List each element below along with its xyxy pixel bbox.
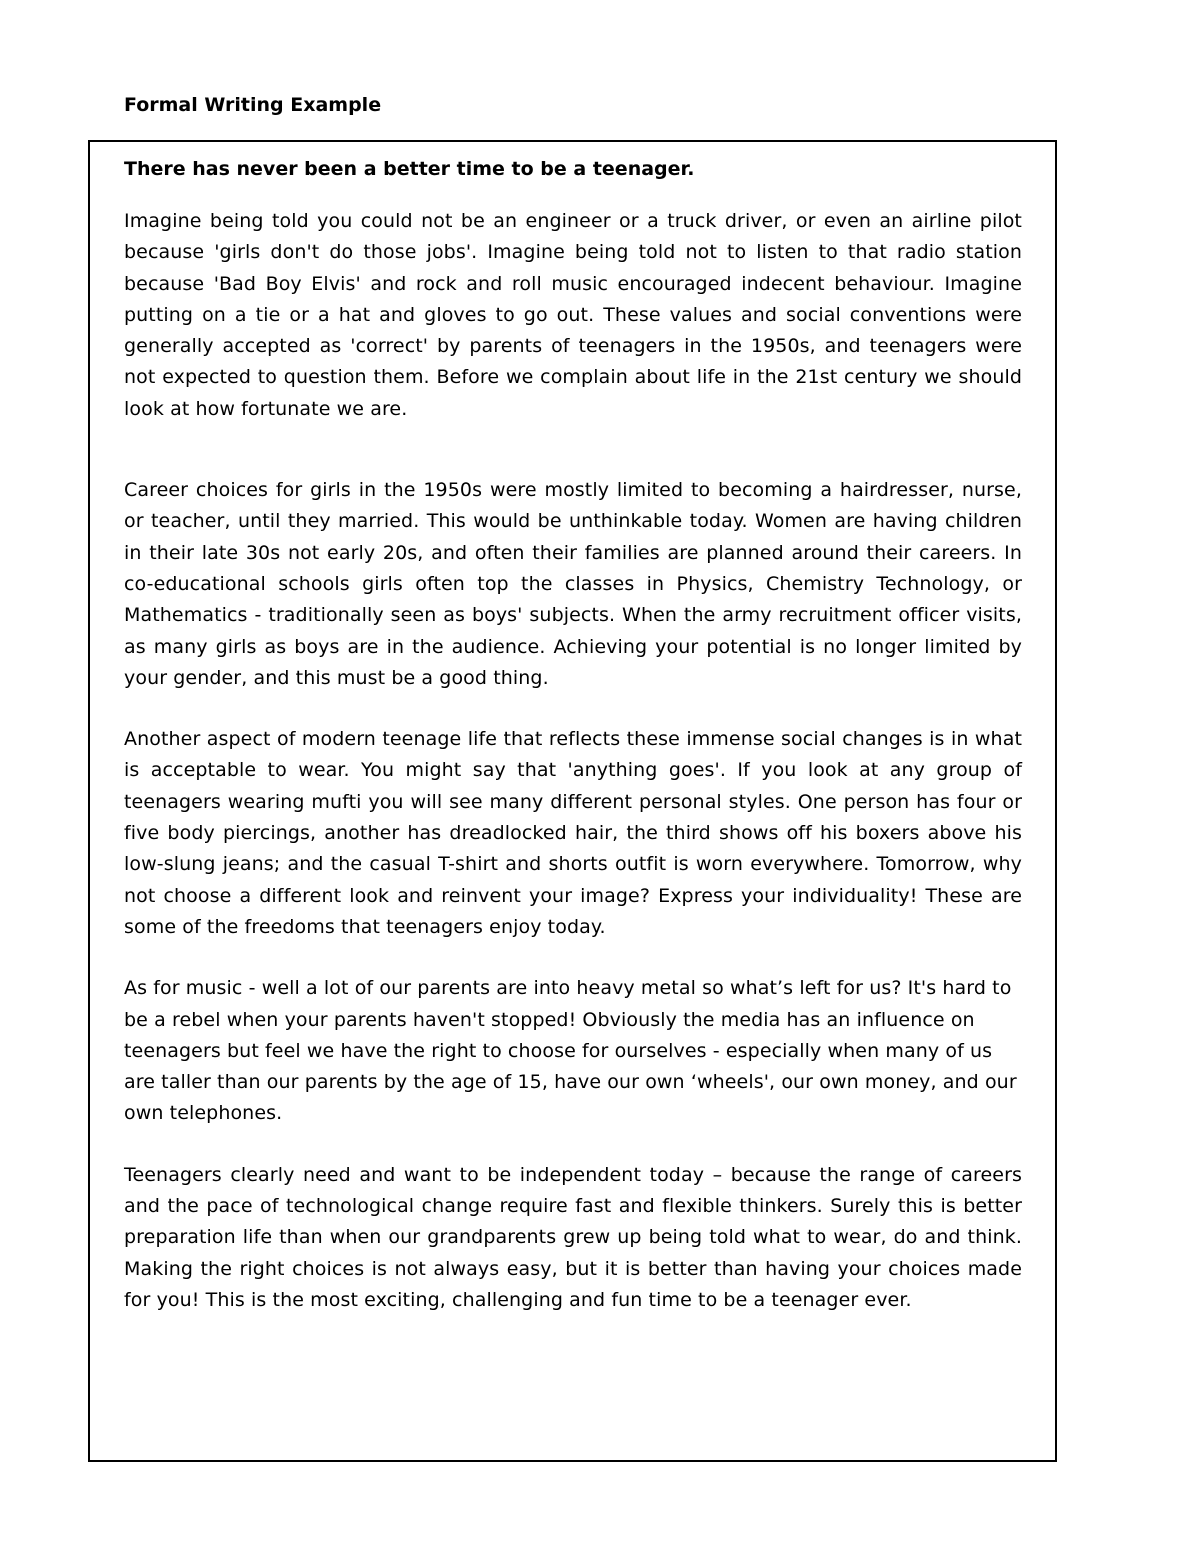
essay-paragraph-5: Teenagers clearly need and want to be independent today – because the range of careers and the pace of technological change require fast and flexible thinkers. Surely this is better preparation life than when our grandparents grew up being told what to wear, do and think. Making the right choices is not always easy, but it is better than having your choices made for you! This is the most exciting, challenging and fun time to be a teenager ever. <box>124 1163 1022 1311</box>
essay-paragraph-3: Another aspect of modern teenage life that reflects these immense social changes is in what is acceptable to wear. You might say that 'anything goes'. If you look at any group of teenagers wearing mufti you will see many different personal styles. One person has four or five body piercings, another has dreadlocked hair, the third shows off his boxers above his low-slung jeans; and the casual T-shirt and shorts outfit is worn everywhere. Tomorrow, why not choose a different look and reinvent your image? Express your individuality! These are some of the freedoms that teenagers enjoy today. <box>124 728 1022 938</box>
essay-paragraph-4: As for music - well a lot of our parents are into heavy metal so what’s left for us? It's hard to be a rebel when your parents haven't stopped! Obviously the media has an influence on teenagers but feel we have the right to choose for ourselves - especially when many of us are taller than our parents by the age of 15, have our own ‘wheels', our own money, and our own telephones. <box>124 977 1017 1125</box>
essay-paragraph-2: Career choices for girls in the 1950s were mostly limited to becoming a hairdresser, nurse, or teacher, until they married. This would be unthinkable today. Women are having children in their late 30s not early 20s, and often their families are planned around their careers. In co-educational schools girls often top the classes in Physics, Chemistry Technology, or Mathematics - traditionally seen as boys' subjects. When the army recruitment officer visits, as many girls as boys are in the audience. Achieving your potential is no longer limited by your gender, and this must be a good thing. <box>124 479 1022 689</box>
essay-paragraph-1: Imagine being told you could not be an engineer or a truck driver, or even an airline pilot because 'girls don't do those jobs'. Imagine being told not to listen to that radio station because 'Bad Boy Elvis' and rock and roll music encouraged indecent behaviour. Imagine putting on a tie or a hat and gloves to go out. These values and social conventions were generally accepted as 'correct' by parents of teenagers in the 1950s, and teenagers were not expected to question them. Before we complain about life in the 21st century we should look at how fortunate we are. <box>124 210 1022 420</box>
document-title: Formal Writing Example <box>124 94 382 116</box>
essay-heading: There has never been a better time to be a teenager. <box>124 158 695 180</box>
essay-content <box>124 156 1022 1316</box>
